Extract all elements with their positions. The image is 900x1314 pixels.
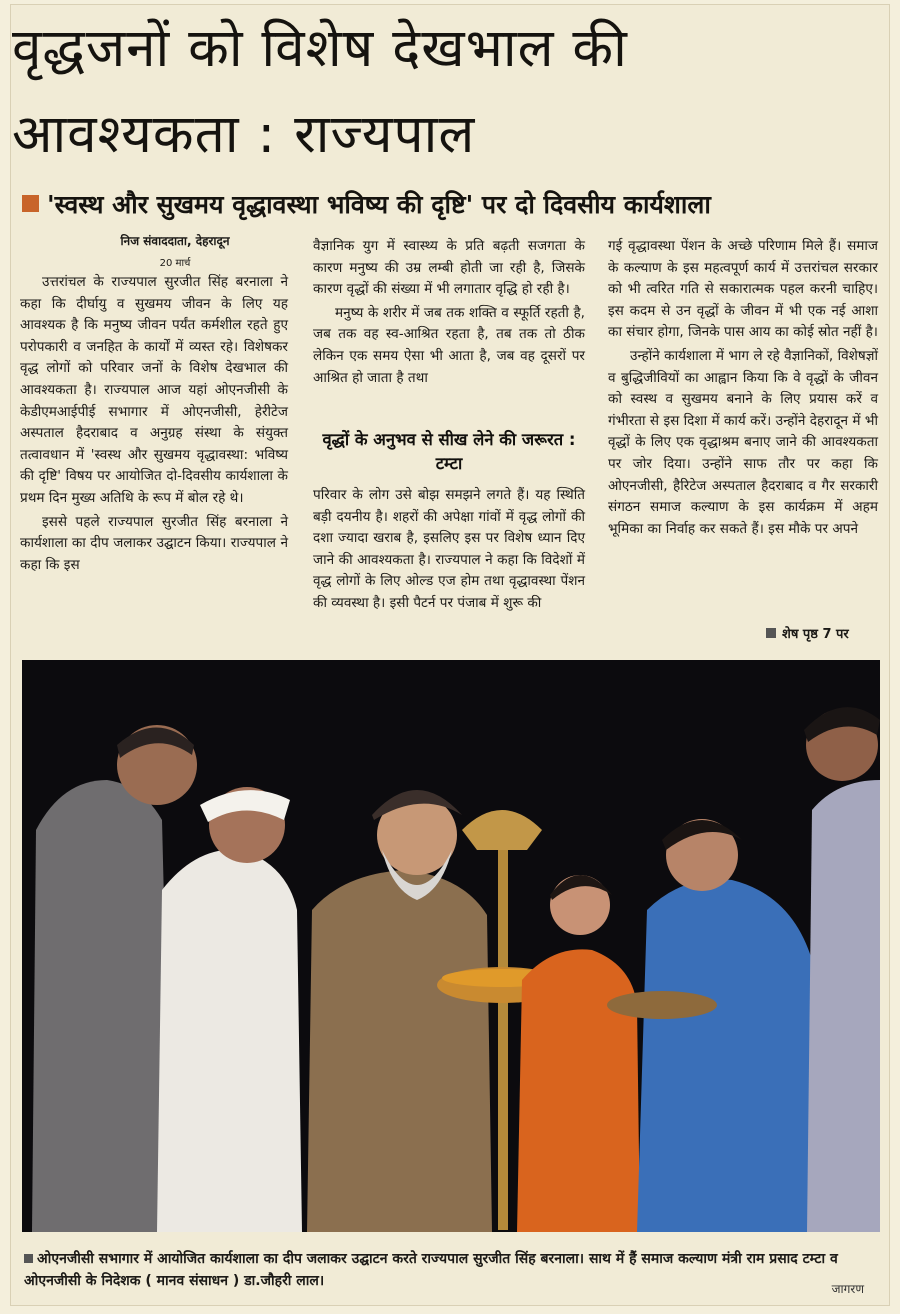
- byline-text: निज संवाददाता, देहरादून: [120, 234, 230, 248]
- event-photo: [22, 660, 880, 1232]
- subheadline-text: 'स्वस्थ और सुखमय वृद्धावस्था भविष्य की दृष्टि' पर दो दिवसीय कार्यशाला: [47, 190, 711, 219]
- square-bullet-icon: [22, 195, 39, 212]
- paragraph: वैज्ञानिक युग में स्वास्थ्य के प्रति बढ़ती सजगता के कारण मनुष्य की उम्र लम्बी होती जा रही है, जिसके कारण वृद्धों की संख्या में भी लगातार वृद्धि हो रही है।: [313, 238, 585, 298]
- headline: वृद्धजनों को विशेष देखभाल की आवश्यकता : राज्यपाल: [12, 18, 628, 165]
- byline: [70, 232, 280, 269]
- continued-note: [766, 624, 849, 642]
- source-credit: जागरण: [831, 1282, 864, 1296]
- article-column-2-top: [313, 236, 585, 391]
- lamp-lighting-photo: [22, 660, 880, 1232]
- paragraph: उन्होंने कार्यशाला में भाग ले रहे वैज्ञानिकों, विशेषज्ञों व बुद्धिजीवियों का आह्वान किया कि वे वृद्धों के जीवन को स्वस्थ व सुखमय बनाने के लिए प्रयास करें व गंभीरता से इस दिशा में कार्य करें। उन्होंने देहरादून में भी वृद्धों के लिए एक वृद्धाश्रम बनाए जाने की आवश्यकता पर जोर दिया। उन्होंने साफ तौर पर कहा कि ओएनजीसी, हैरिटेज अस्पताल हैदराबाद व गैर सरकारी संगठन समाज कल्याण के इस कार्यक्रम में अहम भूमिका का निर्वाह कर सकते हैं। इस मौके पर अपने: [608, 347, 878, 537]
- paragraph: उत्तरांचल के राज्यपाल सुरजीत सिंह बरनाला ने कहा कि दीर्घायु व सुखमय जीवन के लिए यह आवश्यक है कि मनुष्य जीवन पर्यंत कर्मशील रहते हुए परोपकारी व जनहित के कार्यों में व्यस्त रहे। विशेषकर वृद्ध लोगों को परिवार जनों के विशेष देखभाल की आवश्यकता है। राज्यपाल आज यहां ओएनजीसी के केडीएमआईपीई सभागार में ओएनजीसी, हेरीटेज अस्पताल हैदराबाद व अनुग्रह संस्था के संयुक्त तत्वावधान में 'स्वस्थ और सुखमय वृद्धावस्था: भविष्य की दृष्टि' विषय पर आयोजित दो-दिवसीय कार्यशाला के प्रथम दिन मुख्य अतिथि के रूप में बोल रहे थे।: [20, 274, 288, 506]
- caption-text: ओएनजीसी सभागार में आयोजित कार्यशाला का दीप जलाकर उद्घाटन करते राज्यपाल सुरजीत सिंह बरनाला। साथ में हैं समाज कल्याण मंत्री राम प्रसाद टम्टा व ओएनजीसी के निदेशक ( मानव संसाधन ) डा.जौहरी लाल।: [24, 1251, 838, 1289]
- dateline: 20 मार्च: [159, 258, 191, 269]
- section-heading: वृद्धों के अनुभव से सीख लेने की जरूरत : टम्टा: [322, 430, 576, 473]
- article-column-3: [608, 236, 878, 542]
- continued-text: शेष पृष्ठ 7 पर: [782, 627, 849, 642]
- article-column-2-bottom: [313, 485, 585, 617]
- paragraph: परिवार के लोग उसे बोझ समझने लगते हैं। यह स्थिति बड़ी दयनीय है। शहरों की अपेक्षा गांवों में वृद्ध लोगों की दशा ज्यादा खराब है, इसलिए इस पर विशेष ध्यान दिए जाने की आवश्यकता है। राज्यपाल ने कहा कि विदेशों में वृद्ध लोगों के लिए ओल्ड एज होम तथा वृद्धावस्था पेंशन की व्यवस्था है। इसी पैटर्न पर पंजाब में शुरू की: [313, 487, 585, 611]
- paragraph: मनुष्य के शरीर में जब तक शक्ति व स्फूर्ति रहती है, जब तक वह स्व-आश्रित रहता है, तब तक तो ठीक लेकिन एक समय ऐसा भी आता है, जब वह दूसरों पर आश्रित हो जाता है तथा: [313, 304, 585, 386]
- article-column-1: [20, 272, 288, 578]
- square-bullet-icon: [24, 1254, 33, 1263]
- paragraph: गई वृद्धावस्था पेंशन के अच्छे परिणाम मिले हैं। समाज के कल्याण के इस महत्वपूर्ण कार्य में उत्तरांचल सरकार को भी त्वरित गति से सकारात्मक पहल करनी चाहिए। इस कदम से उन वृद्धों के जीवन में भी एक नई आशा का संचार होगा, जिनके पास आय का कोई स्रोत नहीं है।: [608, 238, 878, 341]
- square-bullet-icon: [766, 628, 776, 638]
- subheadline: [22, 188, 872, 222]
- photo-caption: [24, 1248, 874, 1292]
- paragraph: इससे पहले राज्यपाल सुरजीत सिंह बरनाला ने कार्यशाला का दीप जलाकर उद्घाटन किया। राज्यपाल ने कहा कि इस: [20, 513, 288, 573]
